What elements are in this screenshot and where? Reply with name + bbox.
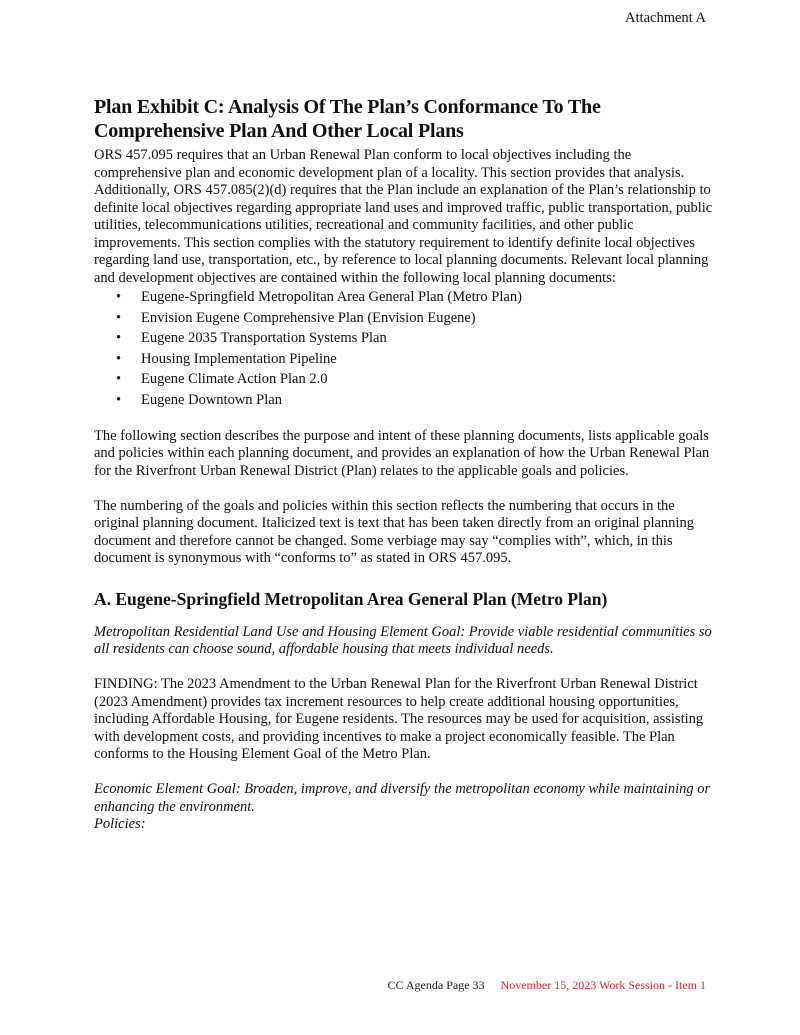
bullet-icon: • <box>116 350 122 367</box>
bullet-icon: • <box>116 391 122 408</box>
list-item: • Eugene Climate Action Plan 2.0 <box>94 369 719 390</box>
page-footer <box>388 978 706 993</box>
bullet-icon: • <box>116 289 122 305</box>
policies-label: Policies: <box>94 816 146 832</box>
housing-finding: FINDING: The 2023 Amendment to the Urban Renewal Plan for the Riverfront Urban Renewal District (2023 Amendment) provides tax increment resources to help create additional housing opportunities, including Affordable Housing, for Eugene residents. The resources may be used for acquisition, assisting with development costs, and providing incentives to make a project economically feasible. The Plan conforms to the Housing Element Goal of the Metro Plan. <box>94 676 704 762</box>
purpose-paragraph: The following section describes the purpose and intent of these planning documents, lists applicable goals and policies within each planning document, and provides an explanation of how the Urban Renewal Plan for the Riverfront Urban Renewal District (Plan) relates to the applicable goals and policies. <box>94 427 710 479</box>
bullet-icon: • <box>116 330 122 346</box>
bullet-icon: • <box>116 371 122 387</box>
list-item: • Housing Implementation Pipeline <box>94 349 719 370</box>
work-session-label: November 15, 2023 Work Session - Item 1 <box>500 978 706 992</box>
intro-paragraph: ORS 457.095 requires that an Urban Renewal Plan conform to local objectives including the comprehensive plan and economic development plan of a locality. This section provides that analysis. Additionally, ORS 457.085(2)(d) requires that the Plan include an explanation of the Plan’s relationship to definite local objectives regarding appropriate land uses and improved traffic, public transportation, public utilities, telecommunications utilities, recreational and community facilities, and other public improvements. This section complies with the statutory requirement to identify definite local objectives regarding land use, transportation, etc., by reference to local planning documents. Relevant local planning and development objectives are contained within the following local planning documents: <box>94 147 713 286</box>
bullet-icon: • <box>116 309 122 326</box>
list-item: • Eugene Downtown Plan <box>94 390 719 411</box>
list-item: • Eugene 2035 Transportation Systems Plan <box>94 328 719 349</box>
list-item: • Eugene-Springfield Metropolitan Area General Plan (Metro Plan) <box>94 287 719 308</box>
section-a-heading: A. Eugene-Springfield Metropolitan Area General Plan (Metro Plan) <box>94 588 608 609</box>
planning-documents-list <box>94 287 719 410</box>
economic-goal: Economic Element Goal: Broaden, improve, and diversify the metropolitan economy while maintaining or enhancing the environment. <box>94 781 711 815</box>
housing-goal: Metropolitan Residential Land Use and Housing Element Goal: Provide viable residential communities so all residents can choose sound, affordable housing that meets individual needs. <box>94 623 712 657</box>
document-title: Plan Exhibit C: Analysis Of The Plan’s Conformance To The Comprehensive Plan And Other Local Plans <box>94 96 601 142</box>
attachment-label: Attachment A <box>625 10 706 26</box>
list-item: • Envision Eugene Comprehensive Plan (Envision Eugene) <box>94 308 719 329</box>
numbering-paragraph: The numbering of the goals and policies within this section reflects the numbering that occurs in the original planning document. Italicized text is text that has been taken directly from an original planning document and therefore cannot be changed. Some verbiage may say “complies with”, which, in this document is synonymous with “conforms to” as stated in ORS 457.095. <box>94 497 694 566</box>
document-body <box>94 95 719 834</box>
agenda-page-label: CC Agenda Page 33 <box>387 978 485 992</box>
